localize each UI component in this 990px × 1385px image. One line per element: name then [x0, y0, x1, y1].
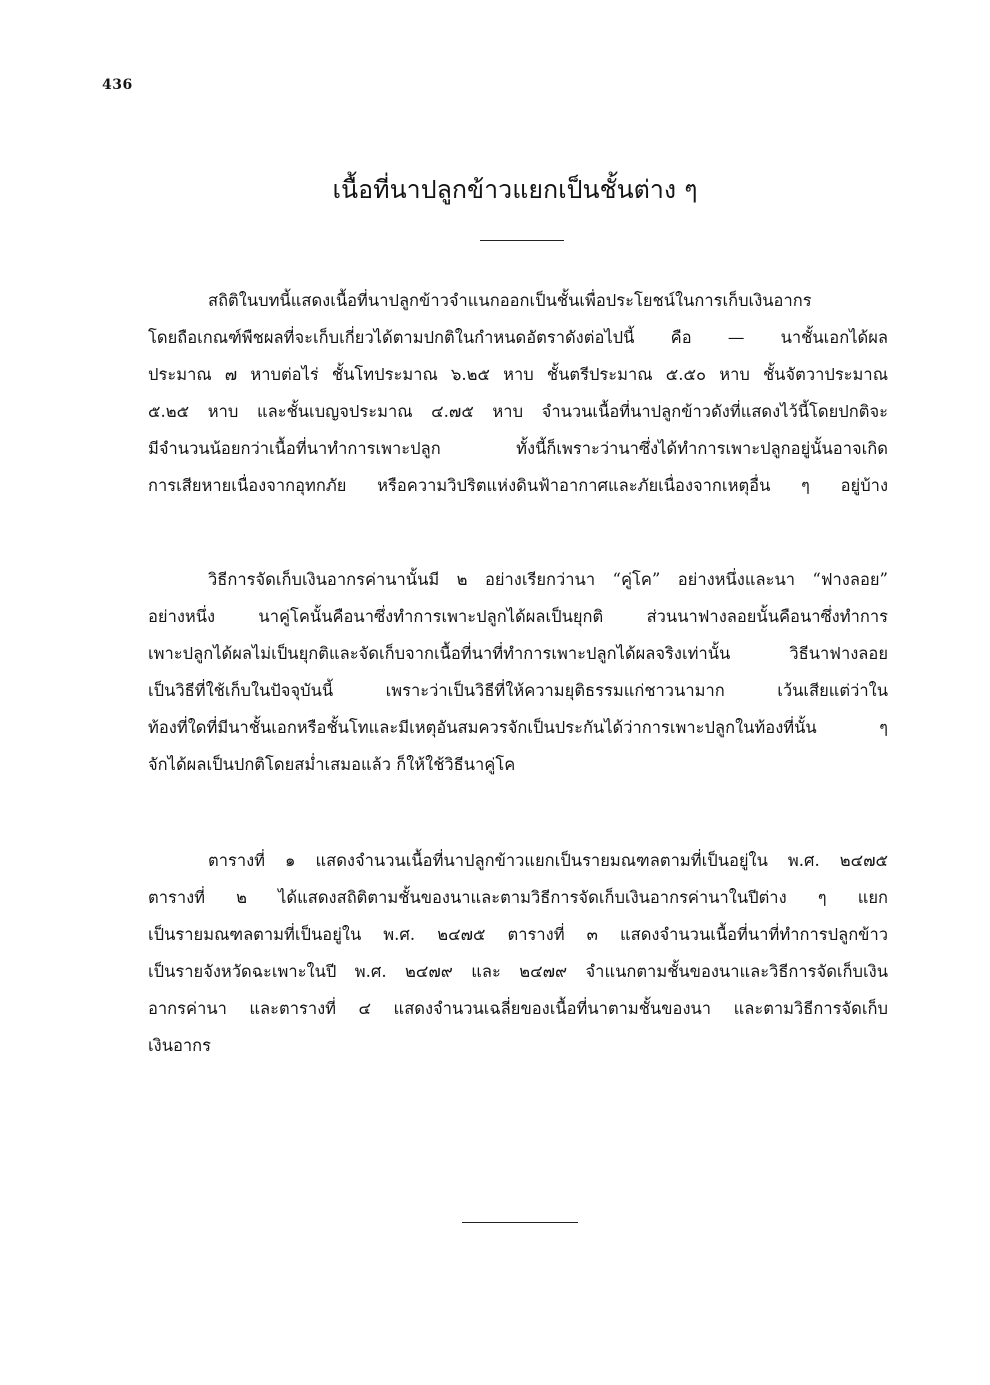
paragraph-line: ตารางที่ ๑ แสดงจำนวนเนื้อที่นาปลูกข้าวแยกเป็นรายมณฑลตามที่เป็นอยู่ใน พ.ศ. ๒๔๗๕: [208, 851, 888, 870]
paragraph-line: อากรค่านา และตารางที่ ๔ แสดงจำนวนเฉลี่ยของเนื้อที่นาตามชั้นของนา และตามวิธีการจัดเก็บ: [148, 999, 888, 1018]
paragraph-line: อย่างหนึ่ง นาคู่โคนั้นคือนาซึ่งทำการเพาะปลูกได้ผลเป็นยุกติ ส่วนนาฟางลอยนั้นคือนาซึ่งทำการ: [148, 607, 888, 626]
paragraph-line: ตารางที่ ๒ ได้แสดงสถิติตามชั้นของนาและตามวิธีการจัดเก็บเงินอากรค่านาในปีต่าง ๆ แยก: [148, 888, 888, 907]
paragraph-line: โดยถือเกณฑ์พืชผลที่จะเก็บเกี่ยวได้ตามปกติในกำหนดอัตราดังต่อไปนี้ คือ — นาชั้นเอกได้ผล: [148, 328, 888, 347]
paragraph-line: มีจำนวนน้อยกว่าเนื้อที่นาทำการเพาะปลูก ทั้งนี้ก็เพราะว่านาซึ่งได้ทำการเพาะปลูกอยู่นั้นอาจเกิด: [148, 439, 888, 458]
paragraph-line: การเสียหายเนื่องจากอุทกภัย หรือความวิปริตแห่งดินฟ้าอากาศและภัยเนื่องจากเหตุอื่น ๆ อยู่บ้าง: [148, 476, 888, 495]
paragraph-line: สถิติในบทนี้แสดงเนื้อที่นาปลูกข้าวจำแนกออกเป็นชั้นเพื่อประโยชน์ในการเก็บเงินอากร: [208, 291, 812, 310]
paragraph-line: เป็นรายมณฑลตามที่เป็นอยู่ใน พ.ศ. ๒๔๗๕ ตารางที่ ๓ แสดงจำนวนเนื้อที่นาที่ทำการปลูกข้าว: [148, 925, 888, 944]
paragraph-line: ๕.๒๕ หาบ และชั้นเบญจประมาณ ๔.๗๕ หาบ จำนวนเนื้อที่นาปลูกข้าวดังที่แสดงไว้นี้โดยปกติจะ: [148, 402, 888, 421]
paragraph-line: เงินอากร: [148, 1036, 212, 1055]
paragraph-line: เป็นวิธีที่ใช้เก็บในปัจจุบันนี้ เพราะว่าเป็นวิธีที่ให้ความยุติธรรมแก่ชาวนามาก เว้นเสียแต่ว่าใน: [148, 681, 888, 700]
paragraph-line: ท้องที่ใดที่มีนาชั้นเอกหรือชั้นโทและมีเหตุอันสมควรจักเป็นประกันได้ว่าการเพาะปลูกในท้องที่นั้น ๆ: [148, 718, 888, 737]
section-title: เนื้อที่นาปลูกข้าวแยกเป็นชั้นต่าง ๆ: [332, 175, 698, 204]
title-underline-rule: [480, 240, 564, 241]
paragraph-line: วิธีการจัดเก็บเงินอากรค่านานั้นมี ๒ อย่างเรียกว่านา “คู่โค” อย่างหนึ่งและนา “ฟางลอย”: [208, 570, 888, 589]
paragraph-rice-area-classes: [148, 282, 888, 504]
page-number: 436: [102, 77, 133, 93]
paragraph-line: จักได้ผลเป็นปกติโดยสม่ำเสมอแล้ว ก็ให้ใช้วิธีนาคู่โค: [148, 755, 516, 774]
paragraph-tables-overview: [148, 842, 888, 1064]
paragraph-tax-collection-methods: [148, 561, 888, 783]
end-of-section-rule: [462, 1222, 578, 1223]
paragraph-line: เป็นรายจังหวัดฉะเพาะในปี พ.ศ. ๒๔๗๙ และ ๒๔๗๙ จำแนกตามชั้นของนาและวิธีการจัดเก็บเงิน: [148, 962, 888, 981]
paragraph-line: ประมาณ ๗ หาบต่อไร่ ชั้นโทประมาณ ๖.๒๕ หาบ ชั้นตรีประมาณ ๕.๕๐ หาบ ชั้นจัตวาประมาณ: [148, 365, 888, 384]
paragraph-line: เพาะปลูกได้ผลไม่เป็นยุกติและจัดเก็บจากเนื้อที่นาที่ทำการเพาะปลูกได้ผลจริงเท่านั้น วิธีนาฟางลอย: [148, 644, 888, 663]
